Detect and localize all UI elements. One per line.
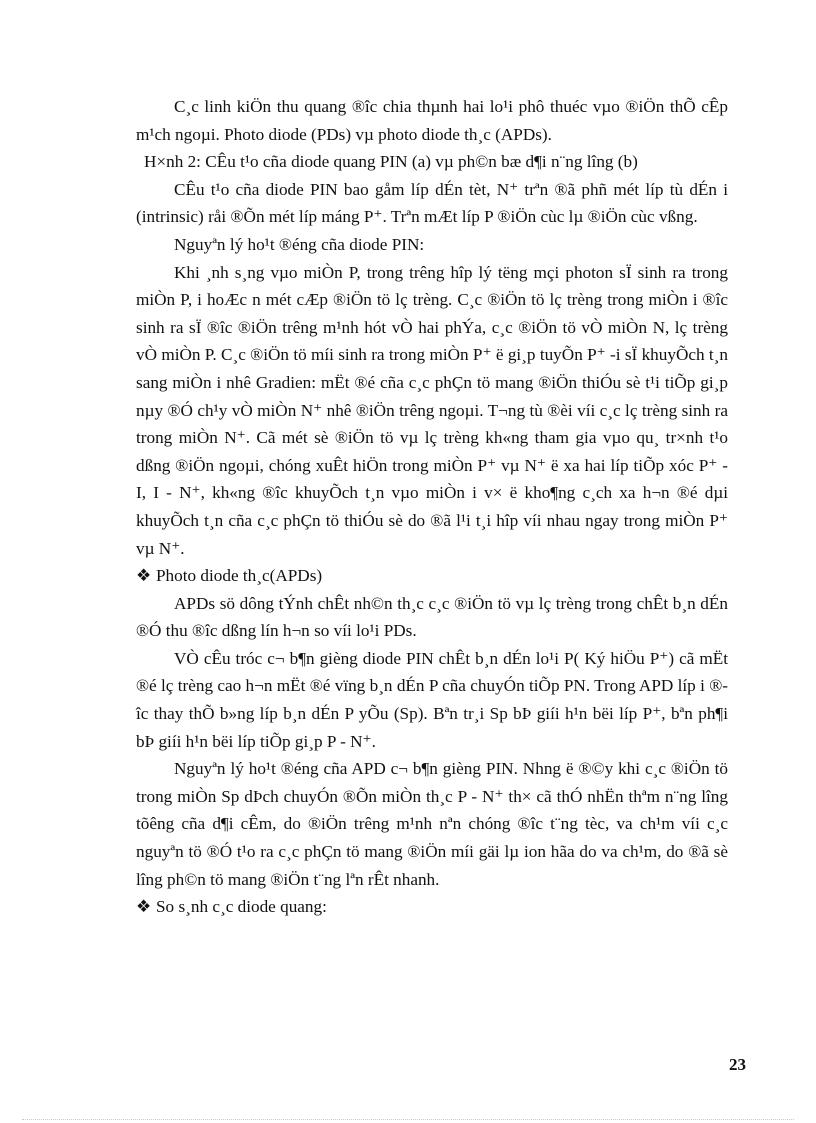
paragraph-apds-intro: APDs sö dông tÝnh chÊt nh©n th¸c c¸c ®iÖn tö vµ lç trèng trong chÊt b¸n dÉn ®Ó thu ®îc dßng lín h¬n so víi lo¹i PDs. (136, 593, 728, 641)
paragraph-pin-structure: CÊu t¹o cña diode PIN bao gåm líp dÉn tèt, N⁺ trªn ®ã phñ mét líp tù dÉn i (intrinsic) råi ®Õn mét líp máng P⁺. Trªn mÆt líp P ®iÖn cùc lµ ®iÖn cùc vßng. (136, 179, 728, 227)
bullet-apds-text: Photo diode th¸c(APDs) (156, 566, 323, 586)
paragraph-intro: C¸c linh kiÖn thu quang ®îc chia thµnh hai lo¹i phô thuéc vµo ®iÖn thÕ cÊp m¹ch ngoµi. Photo diode (PDs) vµ photo diode th¸c (APDs). (136, 97, 728, 144)
paragraph-pin-principle-heading: Nguyªn lý ho¹t ®éng cña diode PIN: (174, 234, 425, 254)
footer-divider (22, 1119, 794, 1120)
bullet-comparison-heading (136, 893, 728, 921)
paragraph-apds-structure: VÒ cÊu tróc c¬ b¶n gièng diode PIN chÊt b¸n dÉn lo¹i P( Ký hiÖu P⁺) cã mËt ®é lç trèng cao h¬n mËt ®é vïng b¸n dÉn P cña chuyÓn tiÕp PN. Trong APD líp i ®îc thay thÕ b»ng líp b¸n dÉn P yÕu (Sp). Bªn tr¸i Sp bÞ giíi h¹n bëi líp P⁺, bªn ph¶i bÞ giíi h¹n bëi líp tiÕp gi¸p P - N⁺. (136, 648, 728, 751)
bullet-apds-heading (136, 562, 728, 590)
page-number: 23 (729, 1055, 746, 1074)
paragraph-apds-principle: Nguyªn lý ho¹t ®éng cña APD c¬ b¶n gièng PIN. Nhng ë ®©y khi c¸c ®iÖn tö trong miÒn Sp dÞch chuyÓn ®Õn miÒn th¸c P - N⁺ th× cã thÓ nhËn thªm n¨ng lîng tõêng cña d¶i cÊm, do ®iÖn trêng m¹nh nªn chóng ®îc t¨ng tèc, va ch¹m víi c¸c nguyªn tö ®Ó t¹o ra c¸c phÇn tö mang ®iÖn míi gäi lµ ion hãa do va ch¹m, do ®ã sè lîng ph©n tö mang ®iÖn t¨ng lªn rÊt nhanh. (136, 759, 728, 889)
diamond-bullet-icon: ❖ (136, 566, 152, 586)
bullet-comparison-text: So s¸nh c¸c diode quang: (156, 897, 327, 917)
paragraph-pin-principle: Khi ¸nh s¸ng vµo miÒn P, trong trêng hîp lý tëng mçi photon sÏ sinh ra trong miÒn P, i hoÆc n mét cÆp ®iÖn tö lç trèng. C¸c ®iÖn tö lç trèng trong miÒn i ®îc sinh ra sÏ ®îc ®iÖn trêng m¹nh hót vÒ hai phÝa, c¸c ®iÖn tö vÒ miÒn N, lç trèng vÒ miÒn P. C¸c ®iÖn tö míi sinh ra trong miÒn P⁺ ë gi¸p tuyÕn P⁺ -i sÏ khuyÕch t¸n sang miÒn i nhê Gradien: mËt ®é cña c¸c phÇn tö mang ®iÖn thiÓu sè t¹i tiÕp gi¸p nµy ®Ó ch¹y vÒ miÒn N⁺ nhê ®iÖn trêng ngoµi. T¬ng tù ®èi víi c¸c lç trèng sinh ra trong miÒn N⁺. Cã mét sè ®iÖn tö vµ lç trèng kh«ng tham gia vµo qu¸ tr×nh t¹o dßng ®iÖn ngoµi, chóng xuÊt hiÖn trong miÒn P⁺ vµ N⁺ ë xa hai líp tiÕp xóc P⁺ - I, I - N⁺, kh«ng ®îc khuyÕch t¸n vµo miÒn i v× ë kho¶ng c¸ch xa h¬n ®é dµi khuyÕch t¸n cña c¸c phÇn tö thiÓu sè do ®ã l¹i t¸i hîp víi nhau ngay trong miÒn P⁺ vµ N⁺. (136, 262, 728, 558)
figure-caption: H×nh 2: CÊu t¹o cña diode quang PIN (a) vµ ph©n bæ d¶i n¨ng lîng (b) (144, 152, 638, 172)
page-content (136, 93, 728, 921)
diamond-bullet-icon: ❖ (136, 897, 152, 917)
